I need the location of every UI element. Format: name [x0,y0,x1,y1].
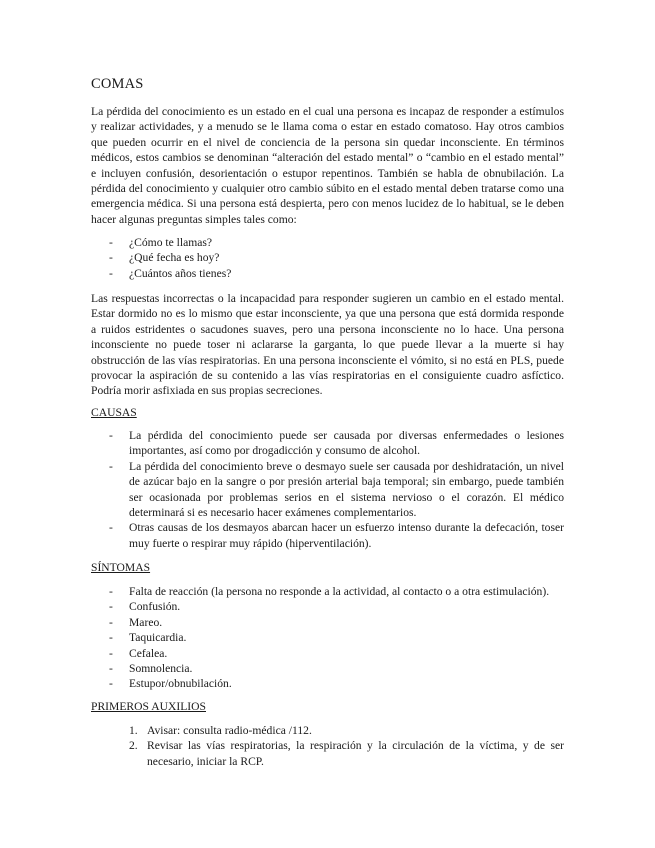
list-item: - Mareo. [91,615,564,630]
item-number: 1. [129,724,138,737]
item-text: Revisar las vías respiratorias, la respiración y la circulación de la víctima, y de ser necesario, iniciar la RCP. [147,739,564,768]
list-item: - La pérdida del conocimiento puede ser causada por diversas enfermedades o lesiones importantes, así como por drogadicción y consumo de alcohol. [91,428,564,459]
list-item: - Somnolencia. [91,661,564,676]
list-item: - Cefalea. [91,646,564,661]
intro-paragraph: La pérdida del conocimiento es un estado en el cual una persona es incapaz de responder a estímulos y realizar actividades, y a menudo se le llama coma o estar en estado comatoso. Hay otros cambios que pueden ocurrir en el nivel de conciencia de la persona sin quedar inconsciente. En términos médicos, estos cambios se denominan “alteración del estado mental” o “cambio en el estado mental” e incluyen confusión, desorientación o estupor repentinos. También se habla de obnubilación. La pérdida del conocimiento y cualquier otro cambio súbito en el estado mental deben tratarse como una emergencia médica. Si una persona está despierta, pero con menos lucidez de lo habitual, se le deben hacer algunas preguntas simples tales como: [91,105,564,226]
list-item: - ¿Qué fecha es hoy? [91,250,564,265]
list-item: - Falta de reacción (la persona no responde a la actividad, al contacto o a otra estimulación). [91,584,564,599]
sintomas-heading: SÍNTOMAS [91,561,151,574]
list-item: - Confusión. [91,599,564,614]
primeros-auxilios-heading: PRIMEROS AUXILIOS [91,700,206,713]
item-text: Avisar: consulta radio-médica /112. [147,724,312,737]
list-item [91,723,564,738]
sintomas-list [91,584,564,692]
list-item: - Otras causas de los desmayos abarcan hacer un esfuerzo intenso durante la defecación, toser muy fuerte o respirar muy rápido (hiperventilación). [91,520,564,551]
second-paragraph: Las respuestas incorrectas o la incapacidad para responder sugieren un cambio en el estado mental. Estar dormido no es lo mismo que estar inconsciente, ya que una persona que está dormida responde a ruidos estridentes o sacudones suaves, pero una persona inconsciente no lo hace. Una persona inconsciente no puede toser ni aclararse la garganta, lo que puede llevar a la muerte si hay obstrucción de las vías respiratorias. En una persona inconsciente el vómito, si no está en PLS, puede provocar la aspiración de su contenido a las vías respiratorias en el consiguiente cuadro asfíctico. Podría morir asfixiada en sus propias secreciones. [91,292,564,398]
causas-list [91,428,564,551]
causas-heading: CAUSAS [91,406,137,419]
list-item: - Estupor/obnubilación. [91,676,564,691]
questions-list [91,235,564,281]
list-item: - La pérdida del conocimiento breve o desmayo suele ser causada por deshidratación, un nivel de azúcar bajo en la sangre o por presión arterial baja temporal; sin embargo, puede también ser ocasionada por problemas serios en el sistema nervioso o el corazón. El médico determinará si es necesario hacer exámenes complementarios. [91,459,564,521]
list-item: - Taquicardia. [91,630,564,645]
document-title: COMAS [91,76,144,92]
list-item [91,738,564,769]
list-item: - ¿Cómo te llamas? [91,235,564,250]
list-item: - ¿Cuántos años tienes? [91,266,564,281]
item-number: 2. [129,739,138,753]
primeros-auxilios-list [91,723,564,769]
